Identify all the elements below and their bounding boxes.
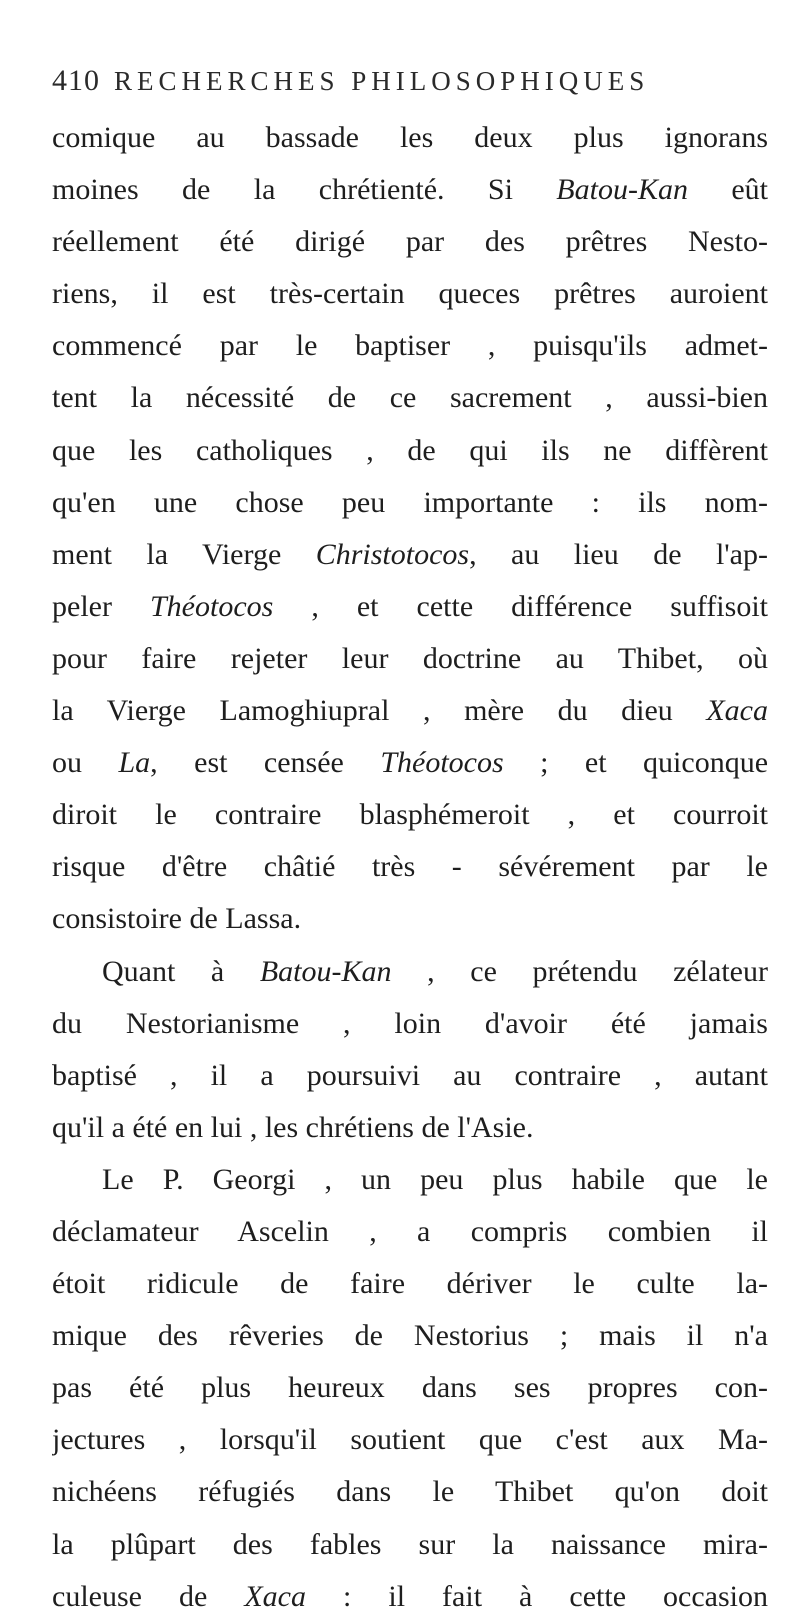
text-line (52, 893, 768, 945)
text-line (52, 1102, 768, 1154)
text-line (52, 737, 768, 789)
text-line (52, 112, 768, 164)
text-run: qu'il a été en lui , les chrétiens de l'Asie. (52, 1110, 534, 1144)
text-line (52, 1310, 768, 1362)
text-run: déclamateur Ascelin , a compris combien il (52, 1214, 768, 1248)
text-line (52, 581, 768, 633)
text-line (52, 1206, 768, 1258)
text-line (52, 477, 768, 529)
italic-text: Théotocos (380, 746, 504, 780)
text-run: moines de la chrétienté. Si (52, 173, 557, 207)
italic-text: La (118, 746, 151, 780)
text-line (52, 633, 768, 685)
text-run: réellement été dirigé par des prêtres Nesto- (52, 225, 768, 259)
running-title: RECHERCHES PHILOSOPHIQUES (114, 66, 650, 96)
text-line (52, 372, 768, 424)
text-run: riens, il est très-certain queces prêtres auroient (52, 277, 768, 311)
text-line (52, 1571, 768, 1623)
text-line (52, 1154, 768, 1206)
text-run: Le P. Georgi , un peu plus habile que le (102, 1162, 768, 1196)
text-run: baptisé , il a poursuivi au contraire , autant (52, 1058, 768, 1092)
text-line (52, 946, 768, 998)
text-run: , et cette différence suffisoit (273, 589, 768, 623)
text-run: du Nestorianisme , loin d'avoir été jamais (52, 1006, 768, 1040)
text-line (52, 841, 768, 893)
text-run: la Vierge Lamoghiupral , mère du dieu (52, 694, 707, 728)
text-line (52, 320, 768, 372)
body-text (52, 112, 768, 1623)
text-line (52, 1466, 768, 1518)
text-run: comique au bassade les deux plus ignorans (52, 121, 768, 154)
text-run: , au lieu de l'ap- (469, 537, 768, 571)
running-head (52, 64, 772, 108)
italic-text: Théotocos (149, 589, 274, 623)
italic-text: Batou-Kan (259, 954, 392, 988)
text-run: tent la nécessité de ce sacrement , aussi-bien (52, 381, 768, 415)
text-line (52, 1050, 768, 1102)
text-line (52, 268, 768, 320)
text-run: ; et quiconque (503, 746, 768, 780)
text-run: étoit ridicule de faire dériver le culte la- (52, 1267, 768, 1301)
text-run: , ce prétendu zélateur (391, 954, 768, 988)
text-run: eût (687, 173, 768, 207)
text-line (52, 789, 768, 841)
text-run: nichéens réfugiés dans le Thibet qu'on doit (52, 1475, 768, 1509)
italic-text: Christotocos (315, 537, 470, 571)
text-run: culeuse de (52, 1579, 245, 1613)
text-line (52, 685, 768, 737)
text-line (52, 1414, 768, 1466)
text-line (52, 1258, 768, 1310)
text-run: commencé par le baptiser , puisqu'ils admet- (52, 329, 768, 363)
text-line (52, 529, 768, 581)
page-number: 410 (52, 64, 100, 97)
text-run: qu'en une chose peu importante : ils nom- (52, 485, 768, 519)
text-line (52, 1362, 768, 1414)
text-run: mique des rêveries de Nestorius ; mais il n'a (52, 1319, 768, 1353)
text-line (52, 1519, 768, 1571)
text-run: pour faire rejeter leur doctrine au Thibet, où (52, 641, 768, 675)
italic-text: Batou-Kan (556, 173, 688, 207)
text-run: la plûpart des fables sur la naissance mira- (52, 1527, 768, 1561)
text-run: : il fait à cette occasion (305, 1579, 768, 1613)
text-run: ou (52, 746, 119, 780)
text-run: consistoire de Lassa. (52, 902, 302, 936)
text-run: jectures , lorsqu'il soutient que c'est aux Ma- (52, 1423, 768, 1457)
italic-text: Xaca (706, 694, 768, 728)
text-line (52, 425, 768, 477)
text-run: diroit le contraire blasphémeroit , et courroit (52, 798, 768, 832)
text-run: ment la Vierge (52, 537, 316, 571)
italic-text: Xaca (244, 1579, 306, 1613)
text-run: risque d'être châtié très - sévérement par le (52, 850, 768, 884)
text-line (52, 164, 768, 216)
text-run: Quant à (102, 954, 260, 988)
text-line (52, 998, 768, 1050)
text-run: pas été plus heureux dans ses propres con- (52, 1371, 768, 1405)
text-run: peler (52, 589, 150, 623)
text-run: , est censée (150, 746, 381, 780)
text-line (52, 216, 768, 268)
text-run: que les catholiques , de qui ils ne diffèrent (52, 433, 768, 467)
